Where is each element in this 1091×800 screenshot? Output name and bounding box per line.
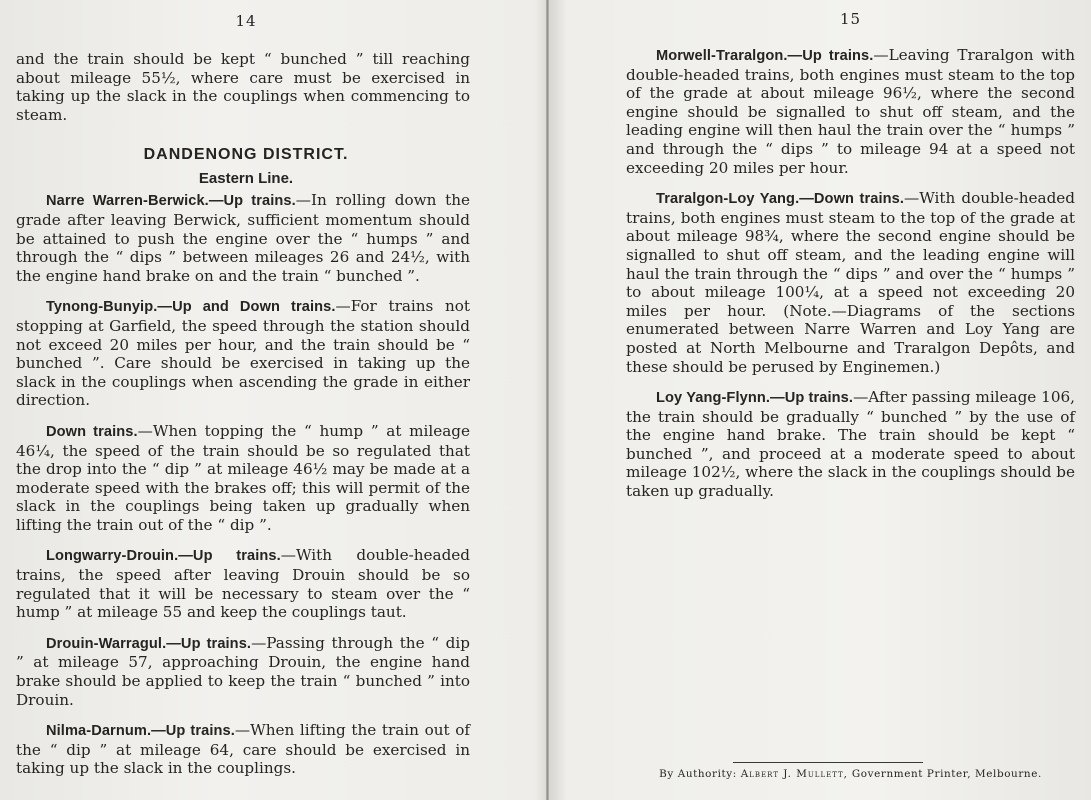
section-text: —After passing mileage 106, the train should be gradually “ bunched ” by the use of the engine hand brake. The train should be kept “ bunched ”, and proceed at a moderate speed to about mileage 102½, where the slack in the couplings should be taken up gradually.	[626, 388, 1075, 501]
section-paragraph	[626, 388, 1075, 501]
section-text: —When lifting the train out of the “ dip ” at mileage 64, care should be exercised in taking up the slack in the couplings.	[16, 721, 471, 778]
section-lead: Tynong-Bunyip.—Up and Down trains.	[46, 299, 336, 316]
section-lead: Loy Yang-Flynn.—Up trains.	[656, 390, 854, 407]
section-lead: Traralgon-Loy Yang.—Down trains.	[656, 191, 904, 208]
line-heading: Eastern Line.	[198, 170, 294, 188]
section-text: —With double-headed trains, the speed after leaving Drouin should be so regulated that it will be necessary to steam over the “ hump ” at mileage 55 and keep the couplings taut.	[16, 546, 470, 622]
printer-imprint	[628, 768, 1073, 780]
imprint-prefix: By Authority:	[659, 768, 737, 780]
district-heading: DANDENONG DISTRICT.	[143, 146, 349, 164]
section-lead: Morwell-Traralgon.—Up trains.	[656, 48, 874, 64]
section-text: —Leaving Traralgon with double-headed trains, both engines must steam to the top of the grade at about mileage 96½, where the second engine should be signalled to shut off steam, and the leading engine will then haul the train over the “ humps ” and through the “ dips ” to mileage 94 at a speed not exceeding 20 miles per hour.	[626, 46, 1075, 177]
section-paragraph	[16, 546, 470, 621]
footer-rule	[733, 762, 923, 763]
section-lead: Longwarry-Drouin.—Up trains.	[46, 548, 281, 565]
section-paragraph	[16, 297, 470, 410]
section-text: —With double-headed trains, both engines must steam to the top of the grade at about mileage 98¾, where the second engine should be signalled to shut off steam, and the leading engine will haul the train through the “ dips ” and over the “ humps ” to about mileage 100¼, at a speed not exceeding 20 miles per hour. (Note.—Diagrams of the sections enumerated between Narre Warren and Loy Yang are posted at North Melbourne and Traralgon Depôts, and these should be perused by Enginemen.)	[626, 189, 1076, 376]
section-paragraph	[626, 189, 1075, 376]
right-page	[548, 0, 1091, 800]
section-text: —When topping the “ hump ” at mileage 46¼, the speed of the train should be so regulated that the drop into the “ dip ” at mileage 46½ may be made at a moderate speed with the brakes off; this will permit of the slack in the couplings being taken up gradually when lifting the train out of the “ dip ”.	[16, 421, 470, 534]
section-text: —In rolling down the grade after leaving Berwick, sufficient momentum should be attained to push the engine over the “ humps ” and through the “ dips ” between mileages 26 and 24½, with the engine hand brake on and the train “ bunched ”.	[16, 191, 470, 285]
section-paragraph	[16, 191, 470, 285]
page-number-left: 14	[235, 12, 257, 30]
section-text: —For trains not stopping at Garfield, the speed through the station should not exceed 20 miles per hour, and the train should be “ bunched ”. Care should be exercised in taking up the slack in the couplings when ascending the grade in either direction.	[16, 297, 470, 410]
section-paragraph	[16, 422, 470, 535]
section-lead: Narre Warren-Berwick.—Up trains.	[46, 193, 296, 210]
section-paragraph	[16, 721, 470, 778]
section-paragraph	[16, 634, 470, 709]
section-paragraph	[626, 46, 1075, 177]
imprint-suffix: Government Printer, Melbourne.	[851, 768, 1042, 780]
section-lead: Down trains.	[46, 423, 138, 440]
page-number-right: 15	[839, 10, 862, 28]
imprint-printer-name: Albert J. Mullett,	[740, 768, 848, 780]
section-lead: Nilma-Darnum.—Up trains.	[46, 723, 235, 740]
opening-paragraph: and the train should be kept “ bunched ” till reaching about mileage 55½, where care must be exercised in taking up the slack in the couplings when commencing to steam.	[16, 50, 470, 124]
section-lead: Drouin-Warragul.—Up trains.	[46, 635, 252, 652]
section-text: —Passing through the “ dip ” at mileage 57, approaching Drouin, the engine hand brake should be applied to keep the train “ bunched ” into Drouin.	[16, 633, 470, 709]
